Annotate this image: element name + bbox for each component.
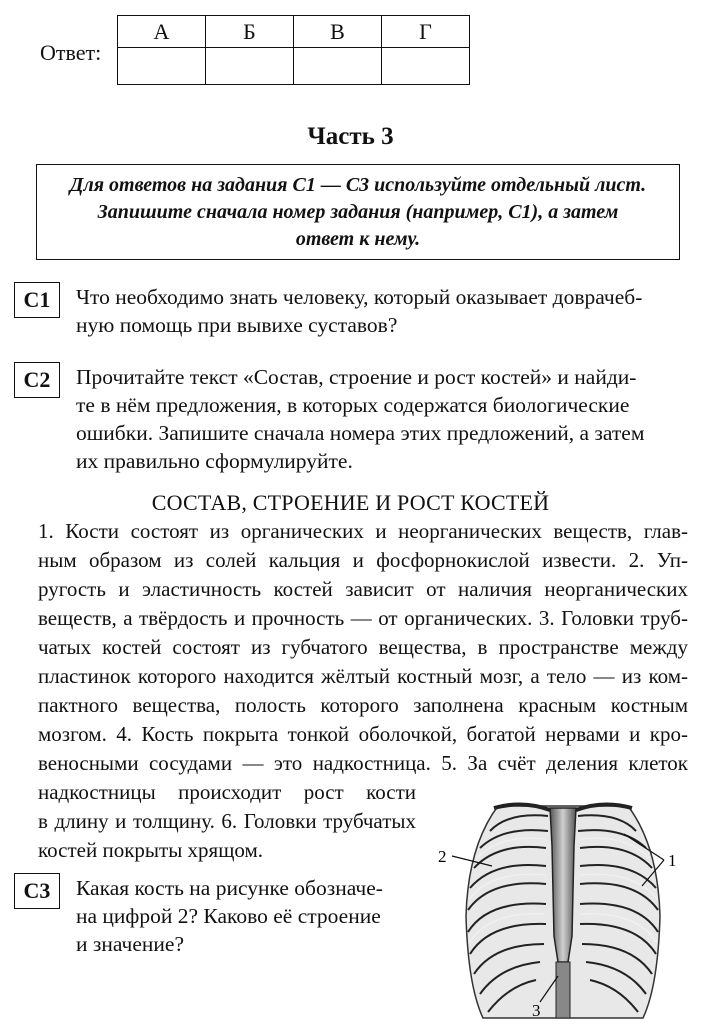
figure-label-2: 2: [438, 847, 447, 866]
text-title: СОСТАВ, СТРОЕНИЕ И РОСТ КОСТЕЙ: [151, 490, 550, 515]
question-label-c1: С1: [14, 282, 60, 318]
question-line: Что необходимо знать человеку, который оказывает доврачеб-: [76, 285, 643, 309]
text-line: надкостницы происходит рост кости: [38, 780, 416, 804]
question-line: те в нём предложения, в которых содержатся биологические: [76, 393, 630, 417]
answer-table: [117, 15, 470, 85]
answer-label: Ответ:: [40, 40, 102, 65]
question-line: Прочитайте текст «Состав, строение и рост костей» и найди-: [76, 365, 637, 389]
figure-label-1: 1: [668, 851, 677, 870]
question-text-c2: [76, 363, 644, 475]
answer-cell-a[interactable]: [118, 48, 206, 85]
question-line: ную помощь при вывихе суставов?: [76, 313, 398, 337]
rib-cage-figure: [428, 786, 698, 1022]
question-line: ошибки. Запишите сначала номера этих предложений, а затем: [76, 421, 645, 445]
rib-cage-illustration: [466, 804, 660, 1018]
answer-cell-b[interactable]: [206, 48, 294, 85]
part-title: Часть 3: [307, 123, 394, 150]
question-line: и значение?: [76, 932, 185, 956]
question-line: Какая кость на рисунке обозначе-: [76, 876, 383, 900]
question-label-c2: С2: [14, 362, 60, 398]
answer-cell-g[interactable]: [382, 48, 470, 85]
question-line: их правильно сформулируйте.: [76, 449, 353, 473]
answer-header-g: Г: [382, 16, 470, 48]
instruction-line: Для ответов на задания С1 — С3 используйте отдельный лист.: [69, 174, 647, 196]
text-line: костей покрыты хрящом.: [38, 838, 264, 862]
answer-header-a: А: [118, 16, 206, 48]
instruction-line: Запишите сначала номер задания (например, С1), а затем: [97, 201, 619, 223]
instruction-line: ответ к нему.: [295, 228, 421, 250]
text-line: веносными сосудами — это надкостница. 5. За счёт деления клеток: [38, 751, 688, 775]
text-line: в длину и толщину. 6. Головки трубчатых: [38, 809, 416, 833]
text-line: 1. Кости состоят из органических и неорганических веществ, глав-: [38, 519, 688, 543]
text-line: ным образом из солей кальция и фосфорнокислой извести. 2. Уп-: [38, 548, 688, 572]
answer-cell-v[interactable]: [294, 48, 382, 85]
question-label-c3: С3: [14, 873, 60, 909]
answer-header-b: Б: [206, 16, 294, 48]
text-line: пактного вещества, полость которого заполнена красным костным: [38, 693, 688, 717]
answer-header-v: В: [294, 16, 382, 48]
text-line: веществ, а твёрдость и прочность — от органических. 3. Головки труб-: [38, 606, 688, 630]
text-line: чатых костей состоят из губчатого вещества, в пространстве между: [38, 635, 688, 659]
question-text-c3: [76, 874, 383, 958]
figure-label-3: 3: [532, 1001, 541, 1020]
question-line: на цифрой 2? Каково её строение: [76, 904, 381, 928]
text-line: пластинок которого находится жёлтый костный мозг, а тело — из ком-: [38, 664, 688, 688]
instruction-box: [36, 164, 680, 260]
question-text-c1: [76, 283, 642, 339]
text-line: ругость и эластичность костей зависит от наличия неорганических: [38, 577, 688, 601]
text-line: мозгом. 4. Кость покрыта тонкой оболочкой, богатой нервами и кро-: [38, 722, 688, 746]
